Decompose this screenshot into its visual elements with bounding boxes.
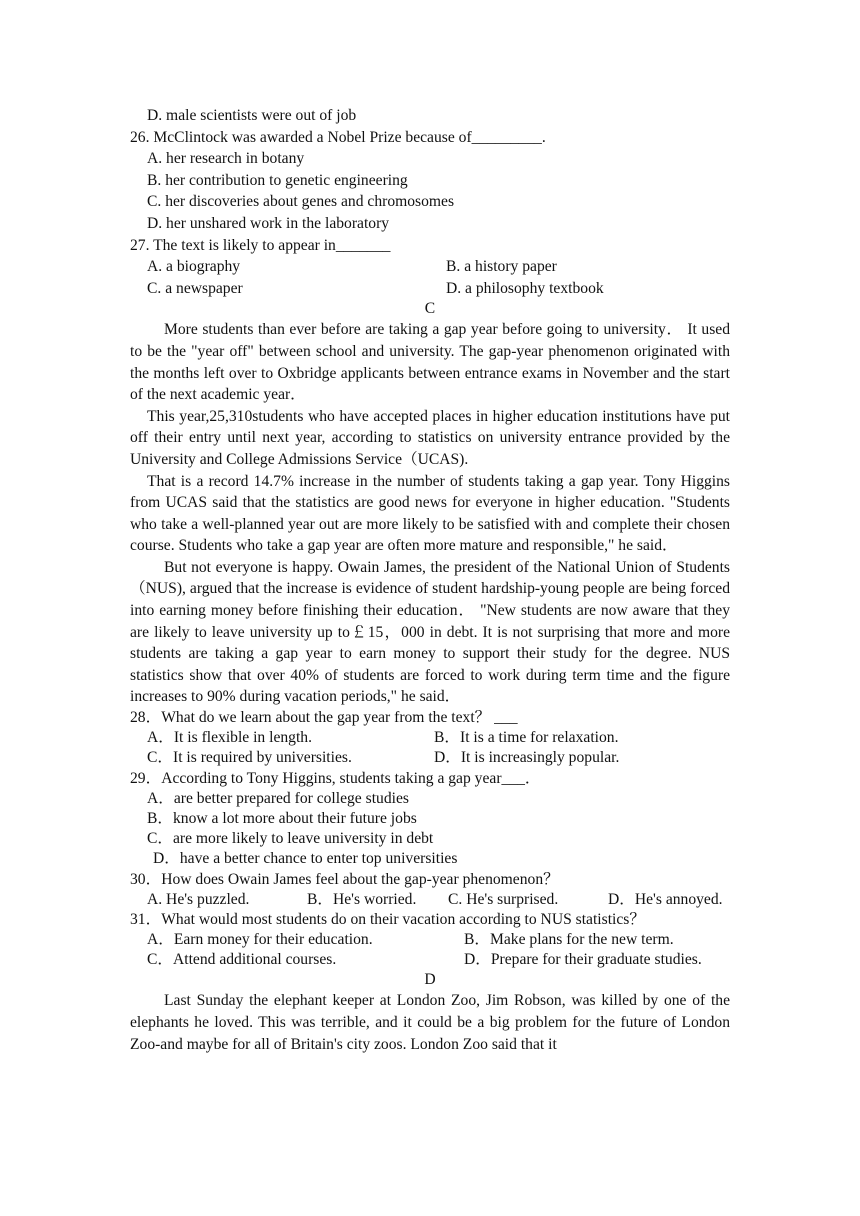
- q27-option-a: A. a biography: [147, 258, 241, 276]
- q30-option-c: C. He's surprised.: [448, 890, 559, 908]
- q31-options-row-1: [130, 930, 730, 950]
- q26-option-b: B. her contribution to genetic engineering: [147, 171, 408, 189]
- q28-option-c: C．It is required by universities.: [147, 749, 352, 767]
- q29-option-d: D．have a better chance to enter top universities: [153, 850, 458, 868]
- section-c-paragraph-1: More students than ever before are taking a gap year before going to university． It used to be the "year off" between school and university. The gap-year phenomenon originated with the months left over to Oxbridge applicants between entrance exams in November and the start of the next academic year．: [130, 321, 730, 404]
- q29-option-b: B．know a lot more about their future jobs: [147, 809, 417, 827]
- q31-option-b: B．Make plans for the new term.: [464, 931, 674, 949]
- q28-options-row-2: [130, 748, 730, 768]
- q30-stem: 30．How does Owain James feel about the gap-year phenomenon？: [130, 870, 559, 888]
- q30-options-row: [130, 890, 730, 910]
- section-d-paragraph-1: Last Sunday the elephant keeper at London Zoo, Jim Robson, was killed by one of the elephants he loved. This was terrible, and it could be a big problem for the future of London Zoo-and maybe for all of Britain's city zoos. London Zoo said that it: [130, 992, 730, 1053]
- q29-option-c: C．are more likely to leave university in debt: [147, 830, 434, 848]
- q30-option-a: A. He's puzzled.: [147, 890, 250, 908]
- q26-stem: 26. McClintock was awarded a Nobel Prize because of_________.: [130, 128, 546, 146]
- q29-stem: 29．According to Tony Higgins, students taking a gap year___．: [130, 769, 541, 787]
- q28-option-d: D．It is increasingly popular.: [434, 749, 620, 767]
- q27-option-c: C. a newspaper: [147, 279, 243, 297]
- q26-option-c: C. her discoveries about genes and chromosomes: [147, 193, 455, 211]
- q27-option-d: D. a philosophy textbook: [446, 279, 604, 297]
- q31-option-d: D．Prepare for their graduate studies.: [464, 951, 702, 969]
- section-d-heading: D: [424, 971, 436, 989]
- section-c-paragraph-2: This year,25,310students who have accepted places in higher education institutions have put off their entry until next year, according to statistics on university entrance provided by the University and College Admissions Service（UCAS).: [130, 407, 730, 468]
- q28-stem: 28．What do we learn about the gap year from the text？ ___: [130, 709, 518, 727]
- q25-option-d: D. male scientists were out of job: [147, 107, 357, 124]
- q26-option-d: D. her unshared work in the laboratory: [147, 214, 390, 232]
- q31-option-a: A．Earn money for their education.: [147, 931, 373, 949]
- q27-options-row-2: [130, 278, 730, 300]
- q28-option-b: B．It is a time for relaxation.: [434, 729, 619, 747]
- q26-option-a: A. her research in botany: [147, 150, 305, 168]
- q27-options-row-1: [130, 256, 730, 278]
- section-c-paragraph-3: That is a record 14.7% increase in the number of students taking a gap year. Tony Higgins from UCAS said that the statistics are good news for everyone in higher education. "Students who take a well-planned year out are more likely to be satisfied with and complete their chosen course. Students who take a gap year are often more mature and responsible," he said．: [130, 472, 730, 555]
- document-page: [130, 105, 730, 1055]
- q30-option-d: D．He's annoyed.: [608, 890, 723, 908]
- q31-options-row-2: [130, 950, 730, 970]
- q27-option-b: B. a history paper: [446, 258, 557, 276]
- q28-option-a: A．It is flexible in length.: [147, 729, 313, 747]
- q29-option-a: A．are better prepared for college studies: [147, 789, 409, 807]
- section-c-paragraph-4: But not everyone is happy. Owain James, the president of the National Union of Students（NUS), argued that the increase is evidence of student hardship-young people are being forced into earning money before finishing their education． "New students are now aware that they are likely to leave university up to￡15，000 in debt. It is not surprising that more and more students are taking a gap year to earn money to support their study for the degree. NUS statistics show that over 40% of students are forced to work during term time and the figure increases to 90% during vacation periods," he said．: [130, 558, 730, 706]
- q30-option-b: B．He's worried.: [307, 890, 417, 908]
- section-c-heading: C: [424, 300, 436, 318]
- q27-stem: 27. The text is likely to appear in_______: [130, 236, 391, 254]
- q31-option-c: C．Attend additional courses.: [147, 951, 337, 969]
- q31-stem: 31．What would most students do on their vacation according to NUS statistics？: [130, 910, 645, 928]
- q28-options-row-1: [130, 728, 730, 748]
